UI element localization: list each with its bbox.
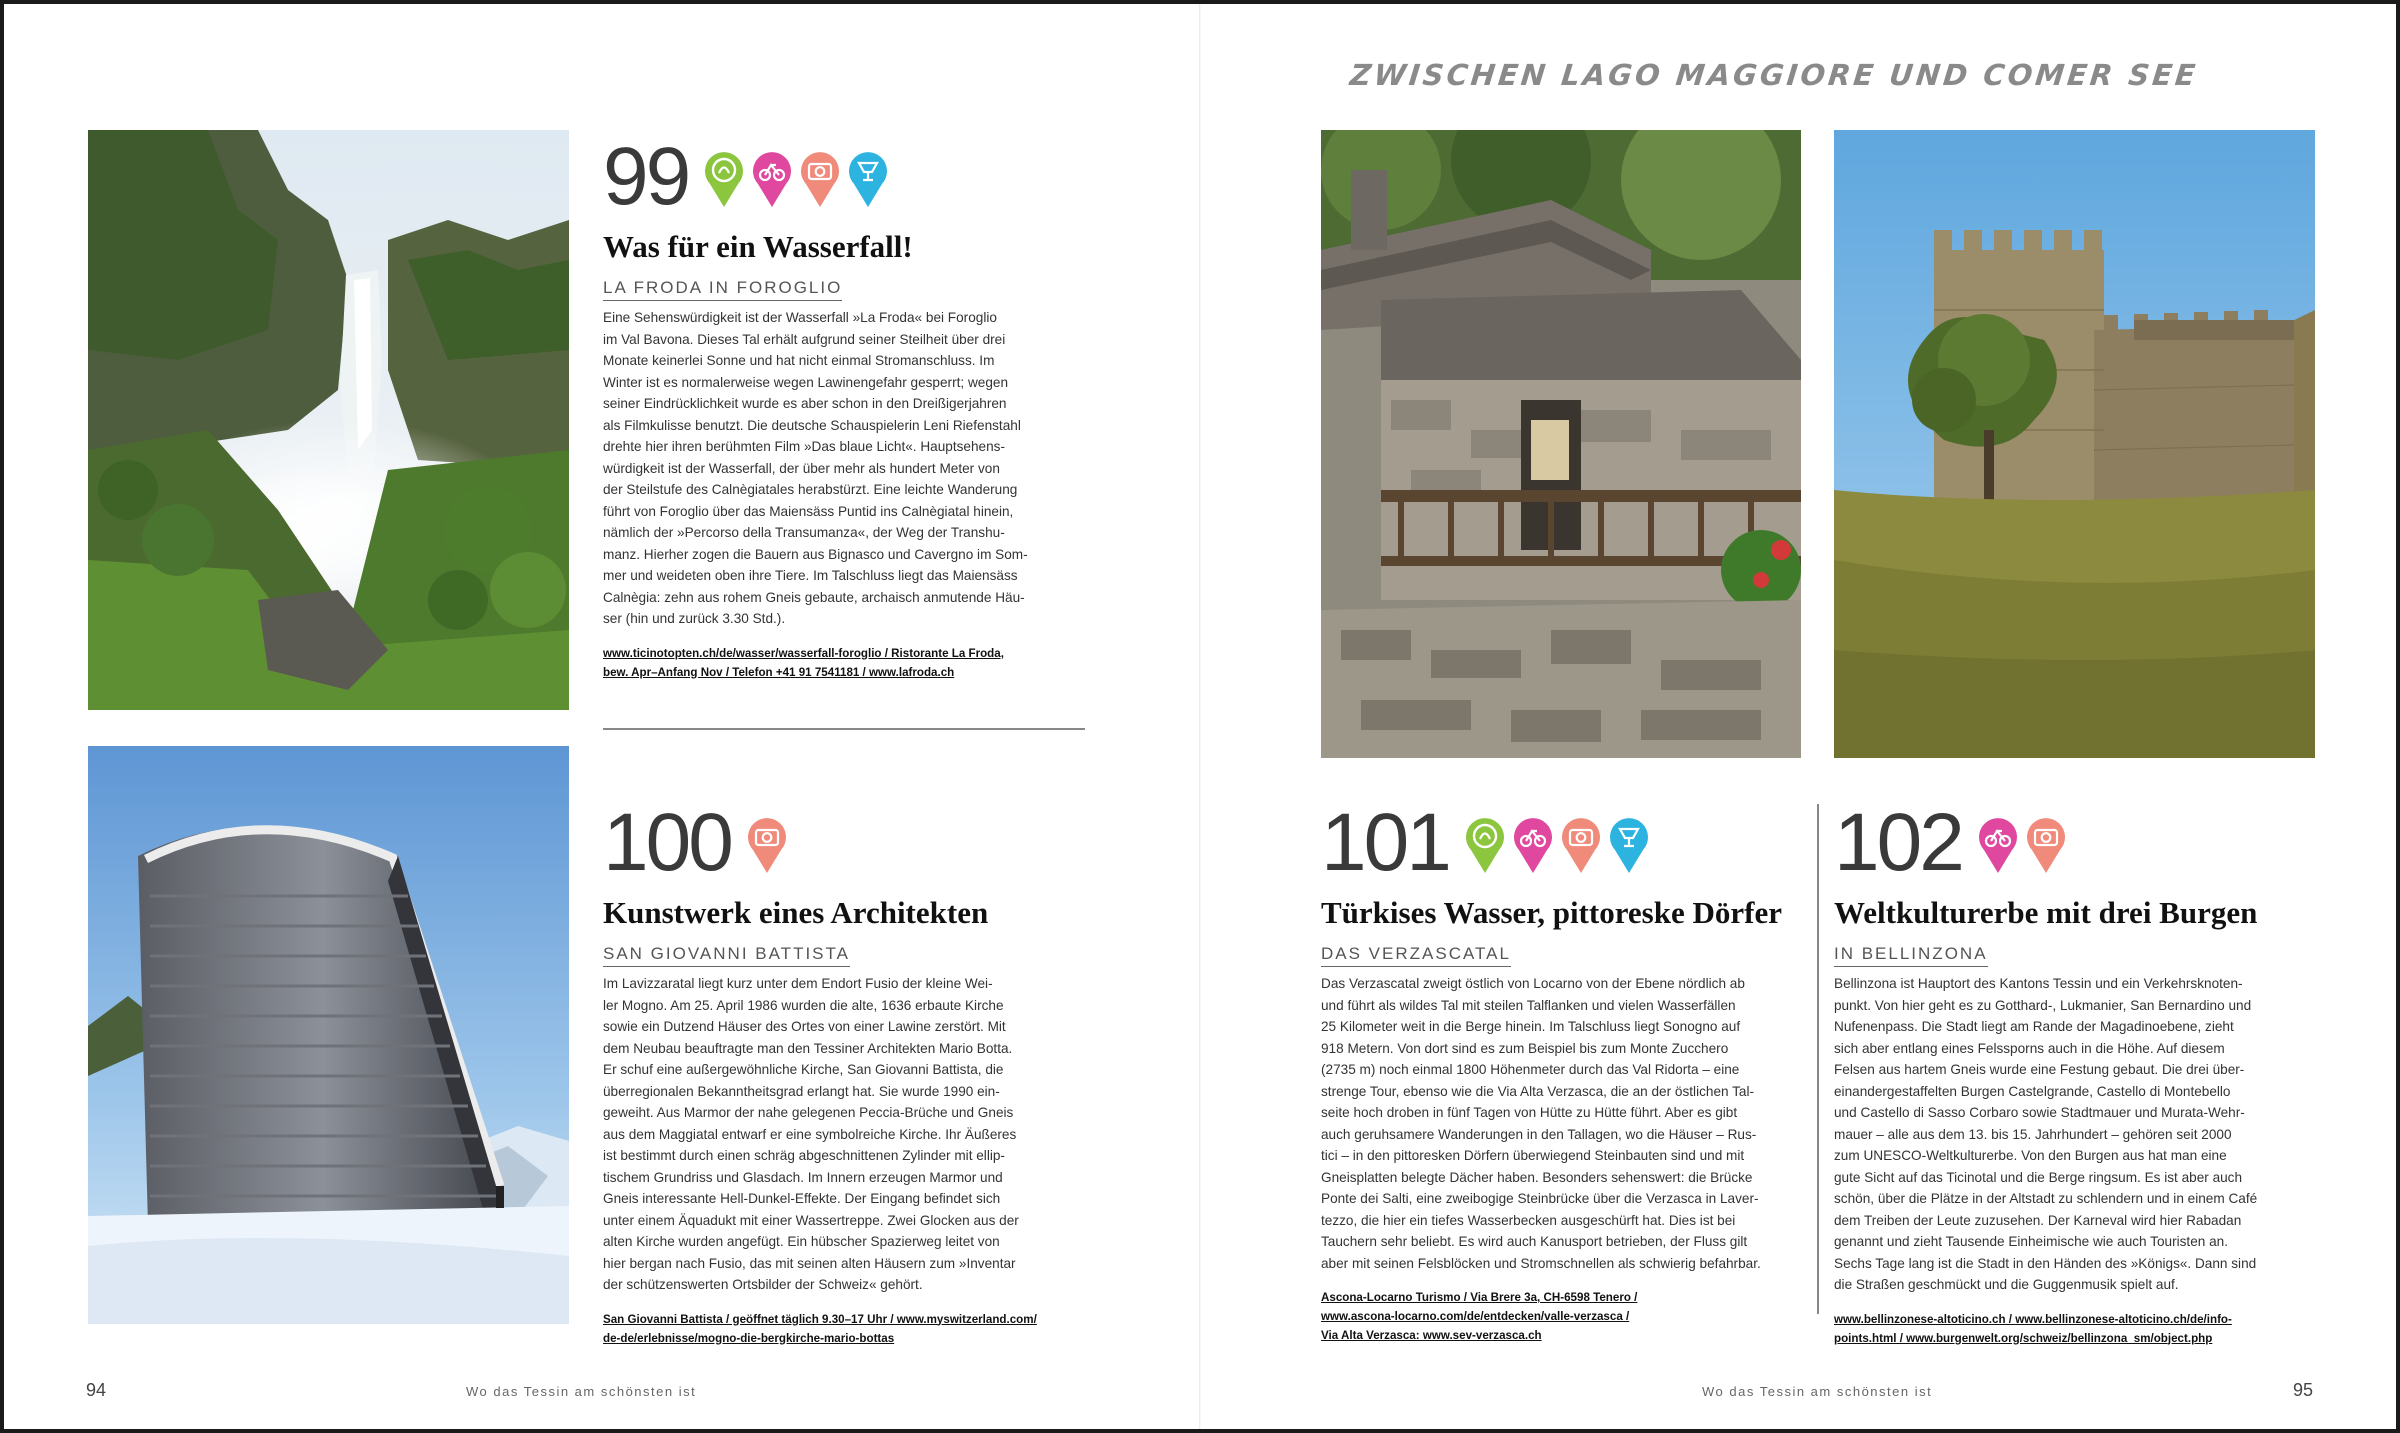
category-pins <box>704 150 888 208</box>
entry-info[interactable]: www.ticinotopten.ch/de/wasser/wasserfall-foroglio / Ristorante La Froda, bew. Apr–Anfang Nov / Telefon +41 91 7541181 / www.lafroda.ch <box>603 646 1004 679</box>
food-pin-icon <box>848 150 888 208</box>
entry-title: Kunstwerk eines Architekten <box>603 895 989 930</box>
entry-body: Bellinzona ist Hauptort des Kantons Tessin und ein Verkehrsknoten- punkt. Von hier geht es zu Gotthard-, Lukmanier, San Bernardino und Nufenenpass. Die Stadt liegt am Rande der Magadinoebene, zieht sich aber entlang eines Felssporns auch in die Höhe. Auf diesem Felsen aus hartem Gneis wurde eine Festung gebaut. Die drei über- einandergestaffelten Burgen Castelgrande, Castello di Montebello und Castello di Sasso Corbaro sowie Stadtmauer und Murata-Wehr- mauer – alle aus dem 13. bis 15. Jahrhundert – gehören seit 2000 zum UNESCO-Weltkulturerbe. Von den Burgen aus hat man eine gute Sicht auf das Ticinotal und die Berge ringsum. Es ist aber auch schön, über die Plätze in der Altstadt zu schlendern und in einem Café dem Treiben der Leute zuzusehen. Der Karneval wird hier Rabadan genannt und zieht Tausende Einheimische wie auch Touristen an. Sechs Tage lang ist die Stadt in den Händen des »Königs«. Dann sind die Straßen geschmückt und die Guggenmusik spielt auf. <box>1834 976 2258 1292</box>
camera-pin-icon <box>1561 816 1601 874</box>
entry-body: Das Verzascatal zweigt östlich von Locarno von der Ebene nördlich ab und führt als wildes Tal mit steilen Talflanken und vielen Wasserfällen 25 Kilometer weit in die Berge hinein. Im Talschluss liegt Sonogno auf 918 Metern. Von dort sind es zum Beispiel bis zum Monte Zucchero (2735 m) noch einmal 1800 Höhenmeter durch das Val Ridorta – eine strenge Tour, ebenso wie die Via Alta Verzasca, die an der östlichen Tal- seite hoch droben in fünf Tagen von Hütte zu Hütte führt. Aber es gibt auch geruhsamere Wanderungen in den Tallagen, wo die Häuser – Rus- tici – in den pittoresken Dörfern überwiegend Steinbauten sind und mit Gneisplatten belegte Dächer haben. Besonders sehenswert: die Brücke Ponte dei Salti, eine zweibogige Steinbrücke über die Verzasca in Laver- tezzo, die hier ein tiefes Wasserbecken ausgeschürft hat. Dies ist bei Tauchern sehr beliebt. Es wird auch Kanusport betrieben, der Fluss gilt aber mit seinen Felsblöcken und Stromschnellen als schwierig befahrbar. <box>1321 976 1761 1271</box>
entry-number: 102 <box>1834 797 1962 888</box>
running-footer-left: Wo das Tessin am schönsten ist <box>466 1384 697 1399</box>
entry-subtitle: DAS VERZASCATAL <box>1321 944 1511 967</box>
entry-99 <box>603 131 1085 682</box>
entry-101 <box>1321 797 1801 1345</box>
nature-pin-icon <box>1465 816 1505 874</box>
entry-title: Was für ein Wasserfall! <box>603 229 913 264</box>
food-pin-icon <box>1609 816 1649 874</box>
castle-photo <box>1834 130 2315 758</box>
entry-info[interactable]: www.bellinzonese-altoticino.ch / www.bellinzonese-altoticino.ch/de/info- points.html / www.burgenwelt.org/schweiz/bellinzona_sm/object.php <box>1834 1312 2232 1345</box>
right-page <box>1200 4 2396 1429</box>
category-pins <box>747 816 787 874</box>
entry-title: Türkises Wasser, pittoreske Dörfer <box>1321 895 1782 930</box>
entry-header <box>1321 797 1801 888</box>
page-number-right: 95 <box>2293 1380 2314 1400</box>
book-spread <box>4 4 2396 1429</box>
entry-info[interactable]: San Giovanni Battista / geöffnet täglich 9.30–17 Uhr / www.myswitzerland.com/ de-de/erlebnisse/mogno-die-bergkirche-mario-bottas <box>603 1312 1037 1345</box>
camera-pin-icon <box>800 150 840 208</box>
entry-body: Im Lavizzaratal liegt kurz unter dem Endort Fusio der kleine Wei- ler Mogno. Am 25. April 1986 wurden die alte, 1636 erbaute Kirche sowie ein Dutzend Häuser des Ortes von einer Lawine zerstört. Mit dem Neubau beauftragte man den Tessiner Architekten Mario Botta. Er schuf eine außergewöhnliche Kirche, San Giovanni Battista, die überregionalen Bekanntheitsgrad erlangt hat. Sie wurde 1990 ein- geweiht. Aus Marmor der nahe gelegenen Peccia-Brüche und Gneis aus dem Maggiatal entwarf er eine symbolreiche Kirche. Ihr Äußeres ist bestimmt durch einen schräg abgeschnittenen Zylinder mit ellip- tischem Grundriss und Glasdach. Im Innern erzeugen Marmor und Gneis interessante Hell-Dunkel-Effekte. Der Eingang befindet sich unter einem Äquadukt mit einer Wassertreppe. Zwei Glocken aus der alten Kirche wurden angefügt. Ein hübscher Spazierweg leitet von hier bergan nach Fusio, das mit seinen alten Häusern zum »Inventar der schützenswerten Ortsbilder der Schweiz« gehört. <box>603 976 1019 1292</box>
entry-number: 101 <box>1321 797 1449 888</box>
church-photo <box>88 746 569 1324</box>
entry-header <box>1834 797 2315 888</box>
nature-pin-icon <box>704 150 744 208</box>
section-divider <box>603 728 1085 730</box>
waterfall-photo <box>88 130 569 710</box>
left-page <box>4 4 1200 1429</box>
entry-102 <box>1834 797 2315 1348</box>
entry-title: Weltkulturerbe mit drei Burgen <box>1834 895 2258 930</box>
page-number-left: 94 <box>86 1380 107 1400</box>
activity-pin-icon <box>1978 816 2018 874</box>
entry-header <box>603 131 1085 222</box>
running-footer-right: Wo das Tessin am schönsten ist <box>1702 1384 1933 1399</box>
entry-header <box>603 797 1085 888</box>
entry-body: Eine Sehenswürdigkeit ist der Wasserfall »La Froda« bei Foroglio im Val Bavona. Dieses Tal erhält aufgrund seiner Steilheit über drei Monate keinerlei Sonne und hat nicht einmal Stromanschluss. Im Winter ist es normalerweise wegen Lawinengefahr gesperrt; wegen seiner Eindrücklichkeit wurde es aber schon in den Dreißigerjahren als Filmkulisse benutzt. Die deutsche Schauspielerin Leni Riefenstahl drehte hier ihren berühmten Film »Das blaue Licht«. Hauptsehens- würdigkeit ist der Wasserfall, der über mehr als hundert Meter von der Steilstufe des Calnègiatales herabstürzt. Eine leichte Wanderung führt von Foroglio über das Maiensäss Puntid ins Calnègiatal hinein, nämlich der »Percorso della Transumanza«, der Weg der Transhu- manz. Hierher zogen die Bauern aus Bignasco und Cavergno im Som- mer und weideten oben ihre Tiere. Im Talschluss liegt das Maiensäss Calnègia: zehn aus rohem Gneis gebaute, archaisch anmutende Häu- ser (hin und zurück 3.30 Std.). <box>603 310 1028 626</box>
camera-pin-icon <box>747 816 787 874</box>
running-title: ZWISCHEN LAGO MAGGIORE UND COMER SEE <box>1348 58 2200 92</box>
activity-pin-icon <box>752 150 792 208</box>
entry-info[interactable]: Ascona-Locarno Turismo / Via Brere 3a, CH-6598 Tenero / www.ascona-locarno.com/de/entdecken/valle-verzasca / Via Alta Verzasca: www.sev-verzasca.ch <box>1321 1291 1638 1342</box>
entry-subtitle: SAN GIOVANNI BATTISTA <box>603 944 850 967</box>
entry-subtitle: LA FRODA IN FOROGLIO <box>603 278 842 301</box>
entry-number: 99 <box>603 131 689 222</box>
activity-pin-icon <box>1513 816 1553 874</box>
category-pins <box>1978 816 2066 874</box>
column-divider <box>1817 804 1819 1314</box>
stone-house-photo <box>1321 130 1801 758</box>
category-pins <box>1465 816 1649 874</box>
entry-subtitle: IN BELLINZONA <box>1834 944 1988 967</box>
entry-100 <box>603 797 1085 1348</box>
camera-pin-icon <box>2026 816 2066 874</box>
entry-number: 100 <box>603 797 731 888</box>
